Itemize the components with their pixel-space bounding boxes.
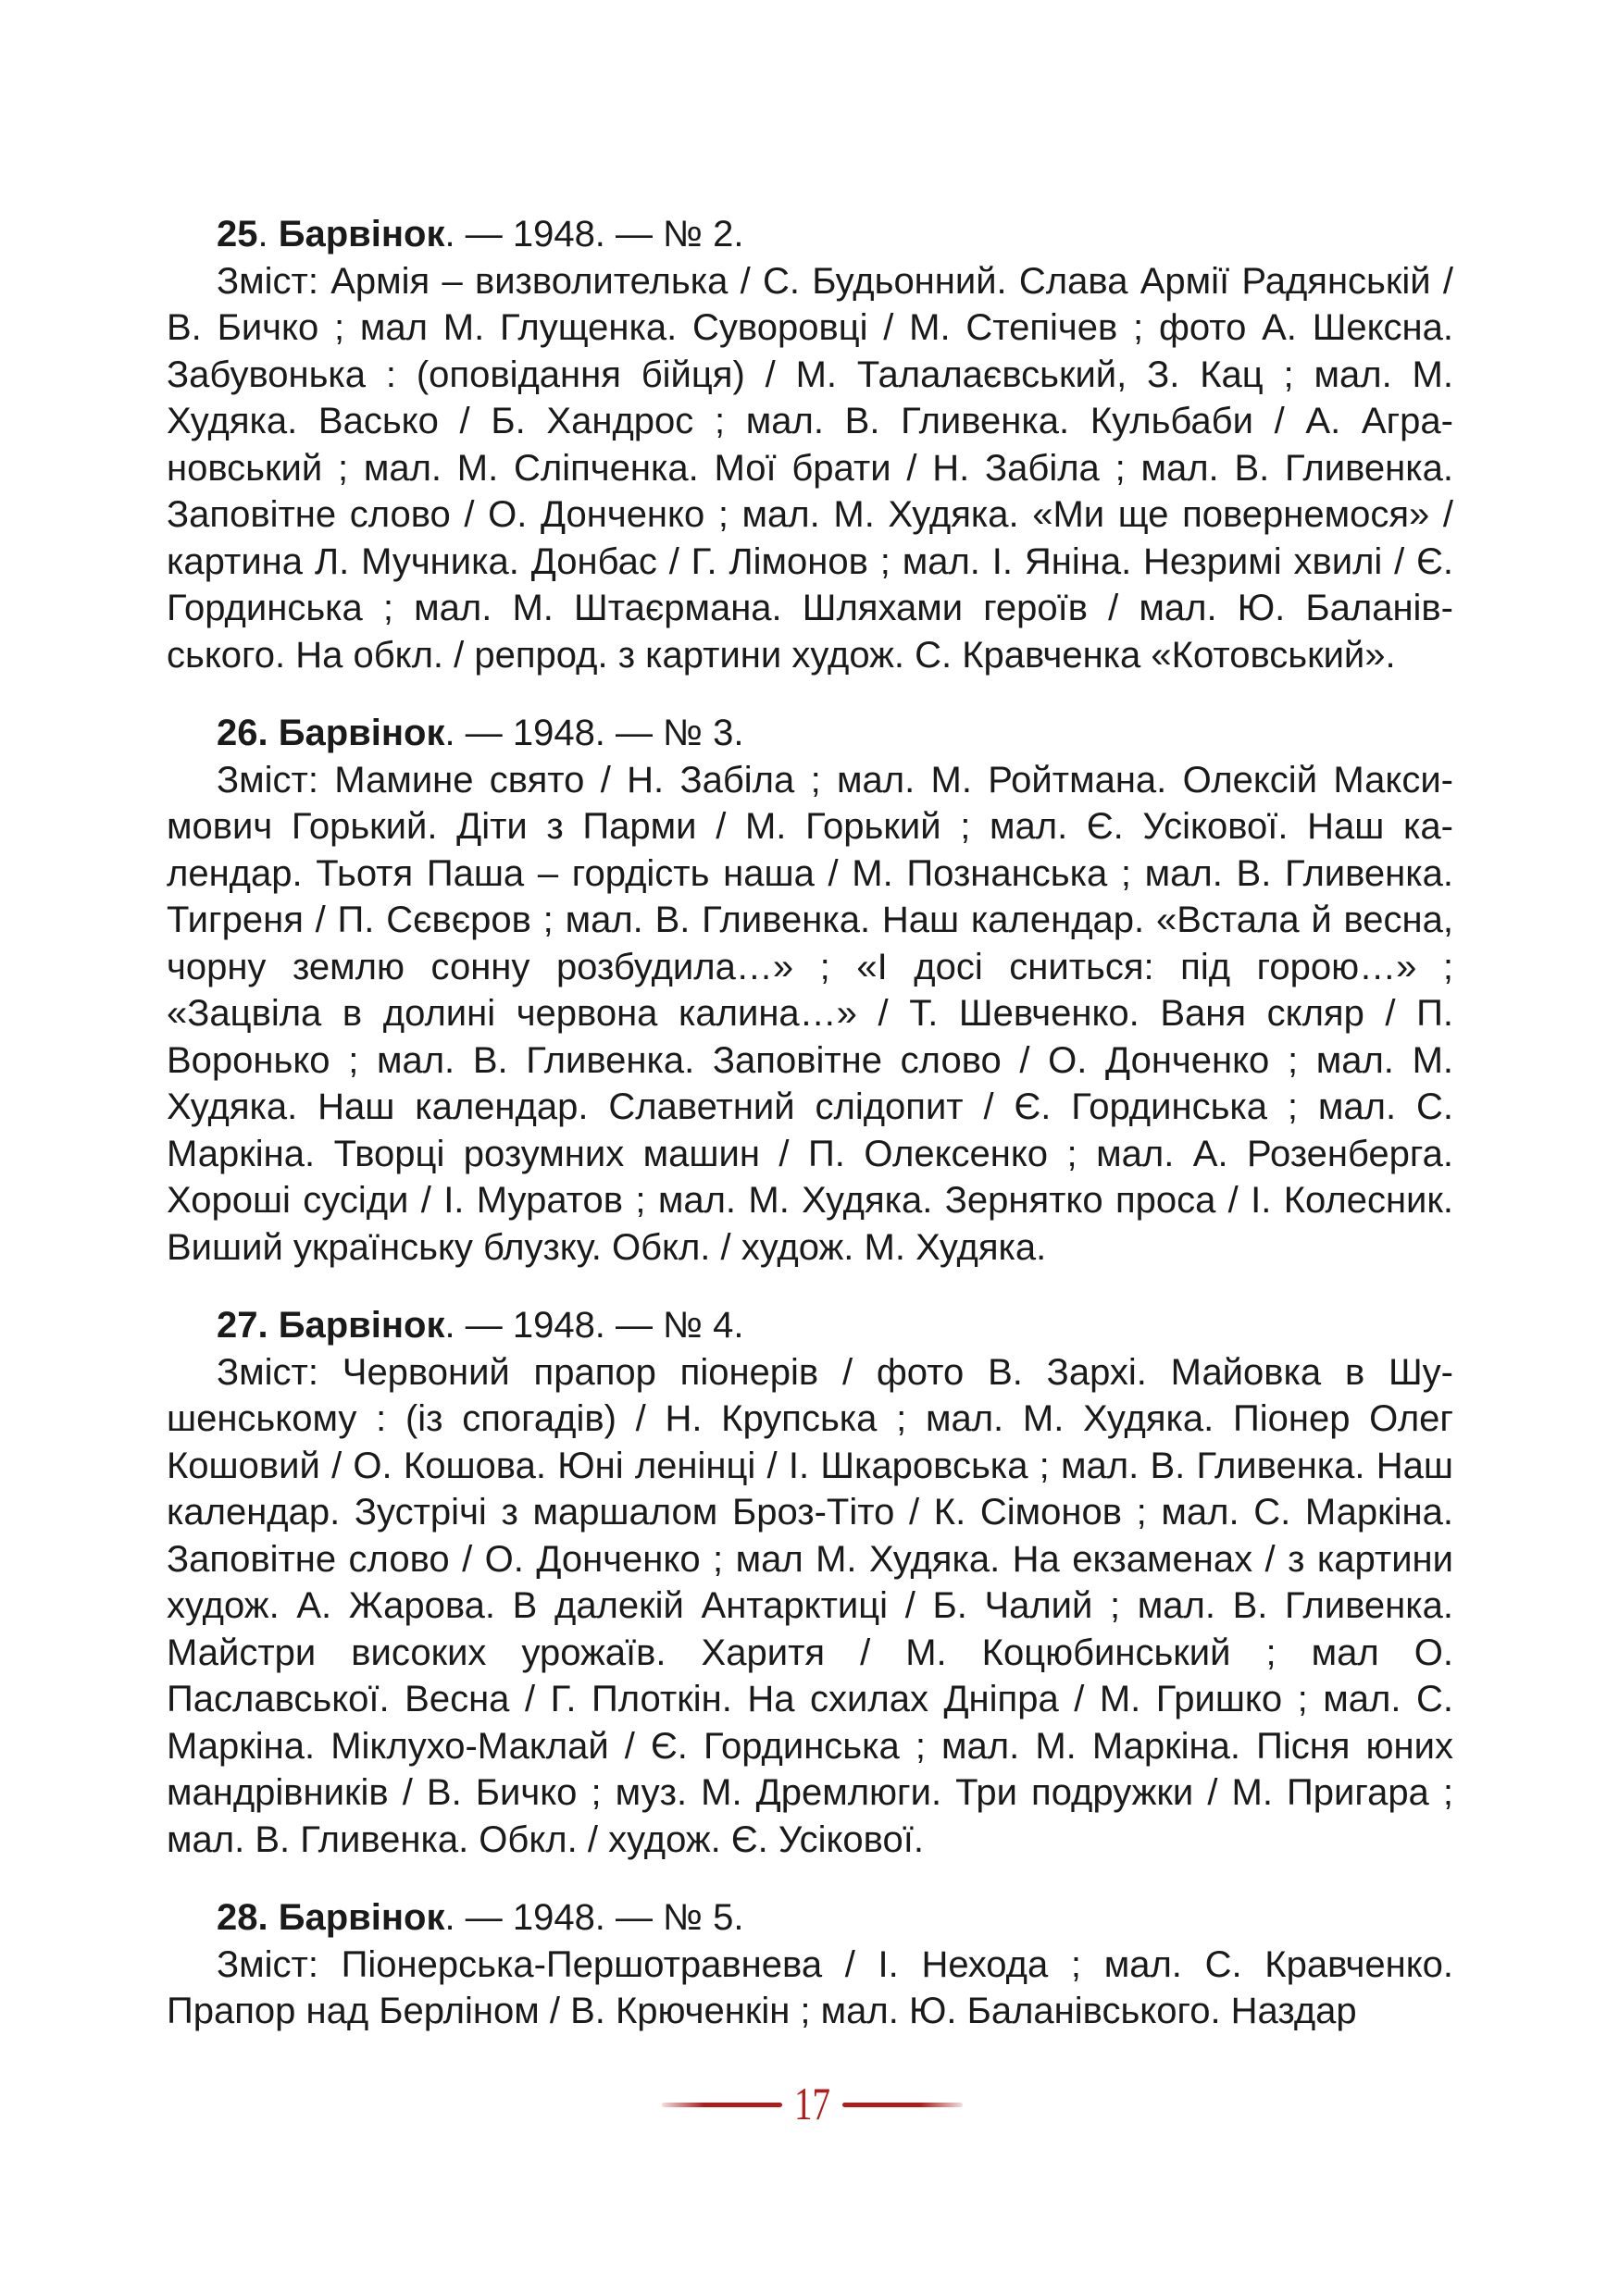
entry-journal-name: Барвінок xyxy=(278,214,445,254)
catalog-entry-27 xyxy=(167,1302,1453,1863)
page-number: 17 xyxy=(794,2078,830,2129)
footer-rule-right xyxy=(842,2103,963,2107)
entry-number: 26. xyxy=(217,713,268,753)
entry-details: . — 1948. — № 3. xyxy=(444,713,744,753)
entry-details: . — 1948. — № 5. xyxy=(444,1897,744,1938)
catalog-entries xyxy=(167,211,1453,2066)
entry-journal-name: Барвінок xyxy=(278,1305,445,1346)
entry-content: Зміст: Червоний прапор піонерів / фото В. Зархі. Майовка в Шушенському : (із спогадів) / Н. Крупська ; мал. М. Худяка. Піонер Олег Кошовий / О. Кошова. Юні ленінці / І. Шкаровська ; мал. В. Гливенка. Наш календар. Зустрічі з маршалом Броз-Тіто / К. Сімонов ; мал. С. Маркіна. Заповітне слово / О. Донченко ; мал М. Худяка. На екзаменах / з картини худож. А. Жарова. В далекій Антарктиці / Б. Чалий ; мал. В. Гливенка. Майстри високих урожаїв. Харитя / М. Коцюбинський ; мал О. Паславської. Весна / Г. Плоткін. На схилах Дніпра / М. Гришко ; мал. С. Маркіна. Міклухо-Маклай / Є. Гординська ; мал. М. Маркіна. Пісня юних мандрівників / В. Бичко ; муз. М. Дремлюги. Три подружки / М. Пригара ; мал. В. Гливенка. Обкл. / худож. Є. Усікової. xyxy=(167,1351,1453,1860)
entry-content: Зміст: Армія – визволителька / С. Будьонний. Слава Армії Радянській / В. Бичко ; мал М. Глущенка. Суворовці / М. Степічев ; фото А. Шексна. Забувонька : (оповідання бійця) / М. Талалаєвський, З. Кац ; мал. М. Худяка. Васько / Б. Хандрос ; мал. В. Гливенка. Кульбаби / А. Аграновський ; мал. М. Сліпченка. Мої брати / Н. Забіла ; мал. В. Гливенка. Заповітне слово / О. Донченко ; мал. М. Худяка. «Ми ще повернемося» / картина Л. Мучника. Донбас / Г. Лімонов ; мал. І. Яніна. Незримі хвилі / Є. Гординська ; мал. М. Штаєрмана. Шляхами героїв / мал. Ю. Баланівського. На обкл. / репрод. з картини худож. С. Кравченка «Котовський». xyxy=(167,260,1453,676)
entry-heading xyxy=(167,710,1453,757)
entry-separator xyxy=(268,1897,279,1938)
entry-heading xyxy=(167,211,1453,258)
entry-separator: . xyxy=(257,214,279,254)
entry-journal-name: Барвінок xyxy=(278,713,445,753)
catalog-entry-26 xyxy=(167,710,1453,1271)
entry-details: . — 1948. — № 2. xyxy=(444,214,744,254)
footer-rule-left xyxy=(662,2103,782,2107)
catalog-entry-28 xyxy=(167,1894,1453,2035)
entry-journal-name: Барвінок xyxy=(278,1897,445,1938)
page-footer xyxy=(0,2073,1619,2138)
catalog-entry-25 xyxy=(167,211,1453,678)
entry-number: 25 xyxy=(217,214,258,254)
entry-number: 27. xyxy=(217,1305,268,1346)
entry-content: Зміст: Мамине свято / Н. Забіла ; мал. М. Ройтмана. Олексій Максимович Горький. Діти з Парми / М. Горький ; мал. Є. Усікової. Наш календар. Тьотя Паша – гордість наша / М. Познанська ; мал. В. Гливенка. Тигреня / П. Сєвєров ; мал. В. Гливенка. Наш календар. «Встала й весна, чорну землю сонну розбудила…» ; «І досі сниться: під горою…» ; «Зацвіла в долині червона калина…» / Т. Шевченко. Ваня скляр / П. Воронько ; мал. В. Гливенка. Заповітне слово / О. Донченко ; мал. М. Худяка. Наш календар. Славетний слідопит / Є. Гординська ; мал. С. Маркіна. Творці розумних машин / П. Олексенко ; мал. А. Розенберга. Хороші сусіди / І. Муратов ; мал. М. Худяка. Зернятко проса / І. Колесник. Виший українську блузку. Обкл. / худож. М. Худяка. xyxy=(167,759,1453,1268)
entry-details: . — 1948. — № 4. xyxy=(444,1305,744,1346)
entry-content: Зміст: Піонерська-Першотравнева / І. Нехода ; мал. С. Кравченко. Прапор над Берліном / В. Крюченкін ; мал. Ю. Баланівського. Наздар xyxy=(167,1943,1453,2031)
entry-heading xyxy=(167,1302,1453,1349)
entry-separator xyxy=(268,1305,279,1346)
entry-separator xyxy=(268,713,279,753)
entry-heading xyxy=(167,1894,1453,1942)
entry-number: 28. xyxy=(217,1897,268,1938)
